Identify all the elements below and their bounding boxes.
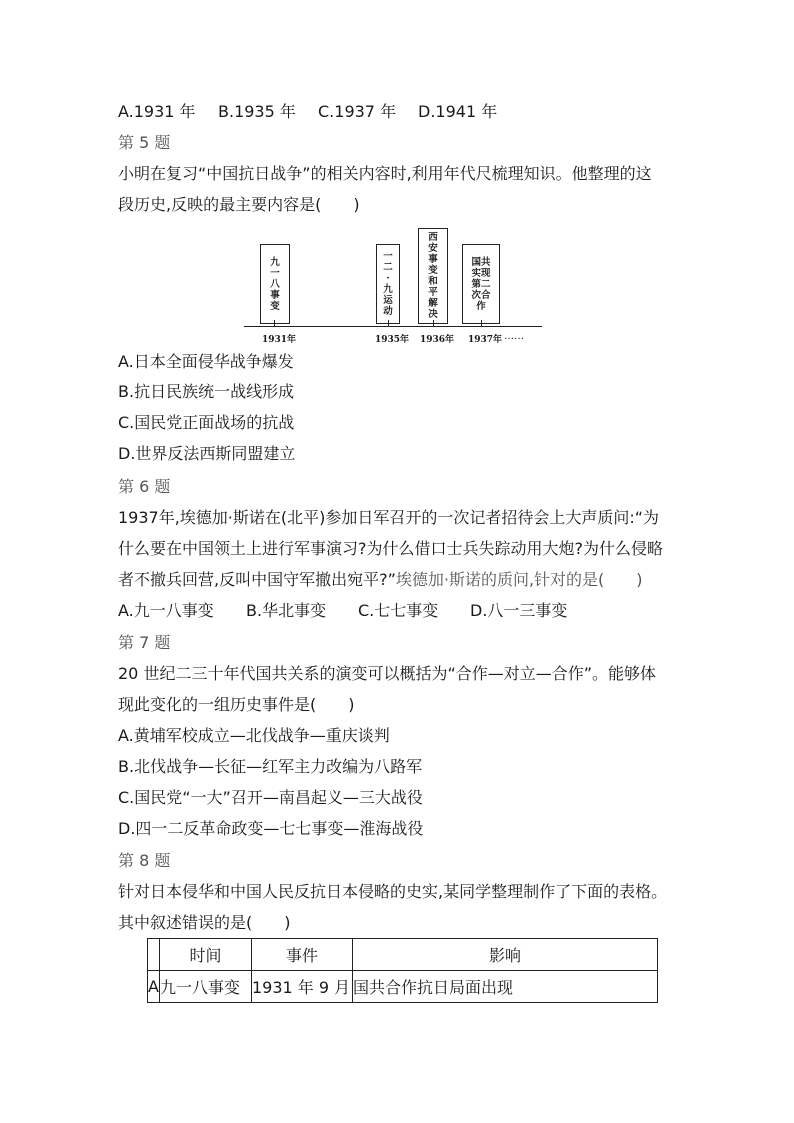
table-cell-option: A <box>148 971 160 1003</box>
q6-stem-line3-quote: 者不撤兵回营,反叫中国守军撤出宛平?” <box>118 570 396 589</box>
q6-option-b[interactable]: B.华北事变 <box>246 601 327 620</box>
q4-option-b[interactable]: B.1935 年 <box>218 102 296 121</box>
timeline-tick <box>388 320 389 326</box>
q5-label: 第 5 题 <box>118 133 171 152</box>
q6-stem-line1: 1937年,埃德加·斯诺在(北平)参加日军召开的一次记者招待会上大声质问:“为 <box>118 508 660 527</box>
q5-option-a[interactable]: A.日本全面侵华战争爆发 <box>118 352 294 371</box>
timeline-tick <box>274 320 275 326</box>
q7-option-b[interactable]: B.北伐战争—长征—红军主力改编为八路军 <box>118 757 423 776</box>
timeline-box-918: 九一八事变 <box>260 244 290 324</box>
timeline-year-1935: 1935年 <box>375 335 410 345</box>
table-header-event: 事件 <box>251 939 352 971</box>
q6-stem-line3-question: 埃德加·斯诺的质问,针对的是( ) <box>395 570 643 589</box>
q5-option-c[interactable]: C.国民党正面战场的抗战 <box>118 413 295 432</box>
timeline-year-1937: 1937年 <box>468 335 503 345</box>
q7-option-a[interactable]: A.黄埔军校成立—北伐战争—重庆谈判 <box>118 726 390 745</box>
table-header-option <box>148 939 160 971</box>
q5-option-d[interactable]: D.世界反法西斯同盟建立 <box>118 444 296 463</box>
timeline-year-1936: 1936年 <box>420 335 455 345</box>
q4-option-c[interactable]: C.1937 年 <box>318 102 397 121</box>
table-cell-time: 九一八事变 <box>159 971 251 1003</box>
q7-option-c[interactable]: C.国民党“一大”召开—南昌起义—三大战役 <box>118 788 423 807</box>
q8-label: 第 8 题 <box>118 851 171 870</box>
q5-timeline-figure <box>244 226 544 346</box>
timeline-year-1931: 1931年 <box>262 335 297 345</box>
q6-stem-line3 <box>118 570 643 590</box>
q5-stem-line2: 段历史,反映的最主要内容是( ) <box>118 195 360 214</box>
table-cell-event: 1931 年 9 月 <box>251 971 352 1003</box>
q7-option-d[interactable]: D.四一二反革命政变—七七事变—淮海战役 <box>118 819 424 838</box>
timeline-box-1209: 一二·九运动 <box>376 244 400 324</box>
q5-stem-line1: 小明在复习“中国抗日战争”的相关内容时,利用年代尺梳理知识。他整理的这 <box>118 164 652 183</box>
q4-option-a[interactable]: A.1931 年 <box>118 102 196 121</box>
q7-stem-line1: 20 世纪二三十年代国共关系的演变可以概括为“合作—对立—合作”。能够体 <box>118 664 657 683</box>
q7-label: 第 7 题 <box>118 633 171 652</box>
table-cell-impact: 国共合作抗日局面出现 <box>352 971 657 1003</box>
q6-stem-line2: 什么要在中国领土上进行军事演习?为什么借口士兵失踪动用大炮?为什么侵略 <box>118 539 663 558</box>
q4-option-d[interactable]: D.1941 年 <box>418 102 498 121</box>
q5-option-b[interactable]: B.抗日民族统一战线形成 <box>118 382 295 401</box>
timeline-box-xian: 西安事变和平解决 <box>418 228 448 324</box>
q8-table <box>147 938 658 1003</box>
q6-option-a[interactable]: A.九一八事变 <box>118 601 214 620</box>
table-header-impact: 影响 <box>352 939 657 971</box>
table-row <box>148 971 658 1003</box>
timeline-box-cooperation: 国共实现第二次合作 <box>462 244 500 324</box>
q6-option-d[interactable]: D.八一三事变 <box>470 601 568 620</box>
table-header-row <box>148 939 658 971</box>
timeline-ellipsis: …… <box>504 331 524 342</box>
q8-stem-line1: 针对日本侵华和中国人民反抗日本侵略的史实,某同学整理制作了下面的表格。 <box>118 882 668 901</box>
q8-stem-line2: 其中叙述错误的是( ) <box>118 913 291 932</box>
timeline-tick <box>481 320 482 326</box>
q6-label: 第 6 题 <box>118 477 171 496</box>
q6-option-c[interactable]: C.七七事变 <box>358 601 439 620</box>
q7-stem-line2: 现此变化的一组历史事件是( ) <box>118 695 355 714</box>
timeline-tick <box>433 320 434 326</box>
timeline-axis <box>244 326 542 327</box>
table-header-time: 时间 <box>159 939 251 971</box>
